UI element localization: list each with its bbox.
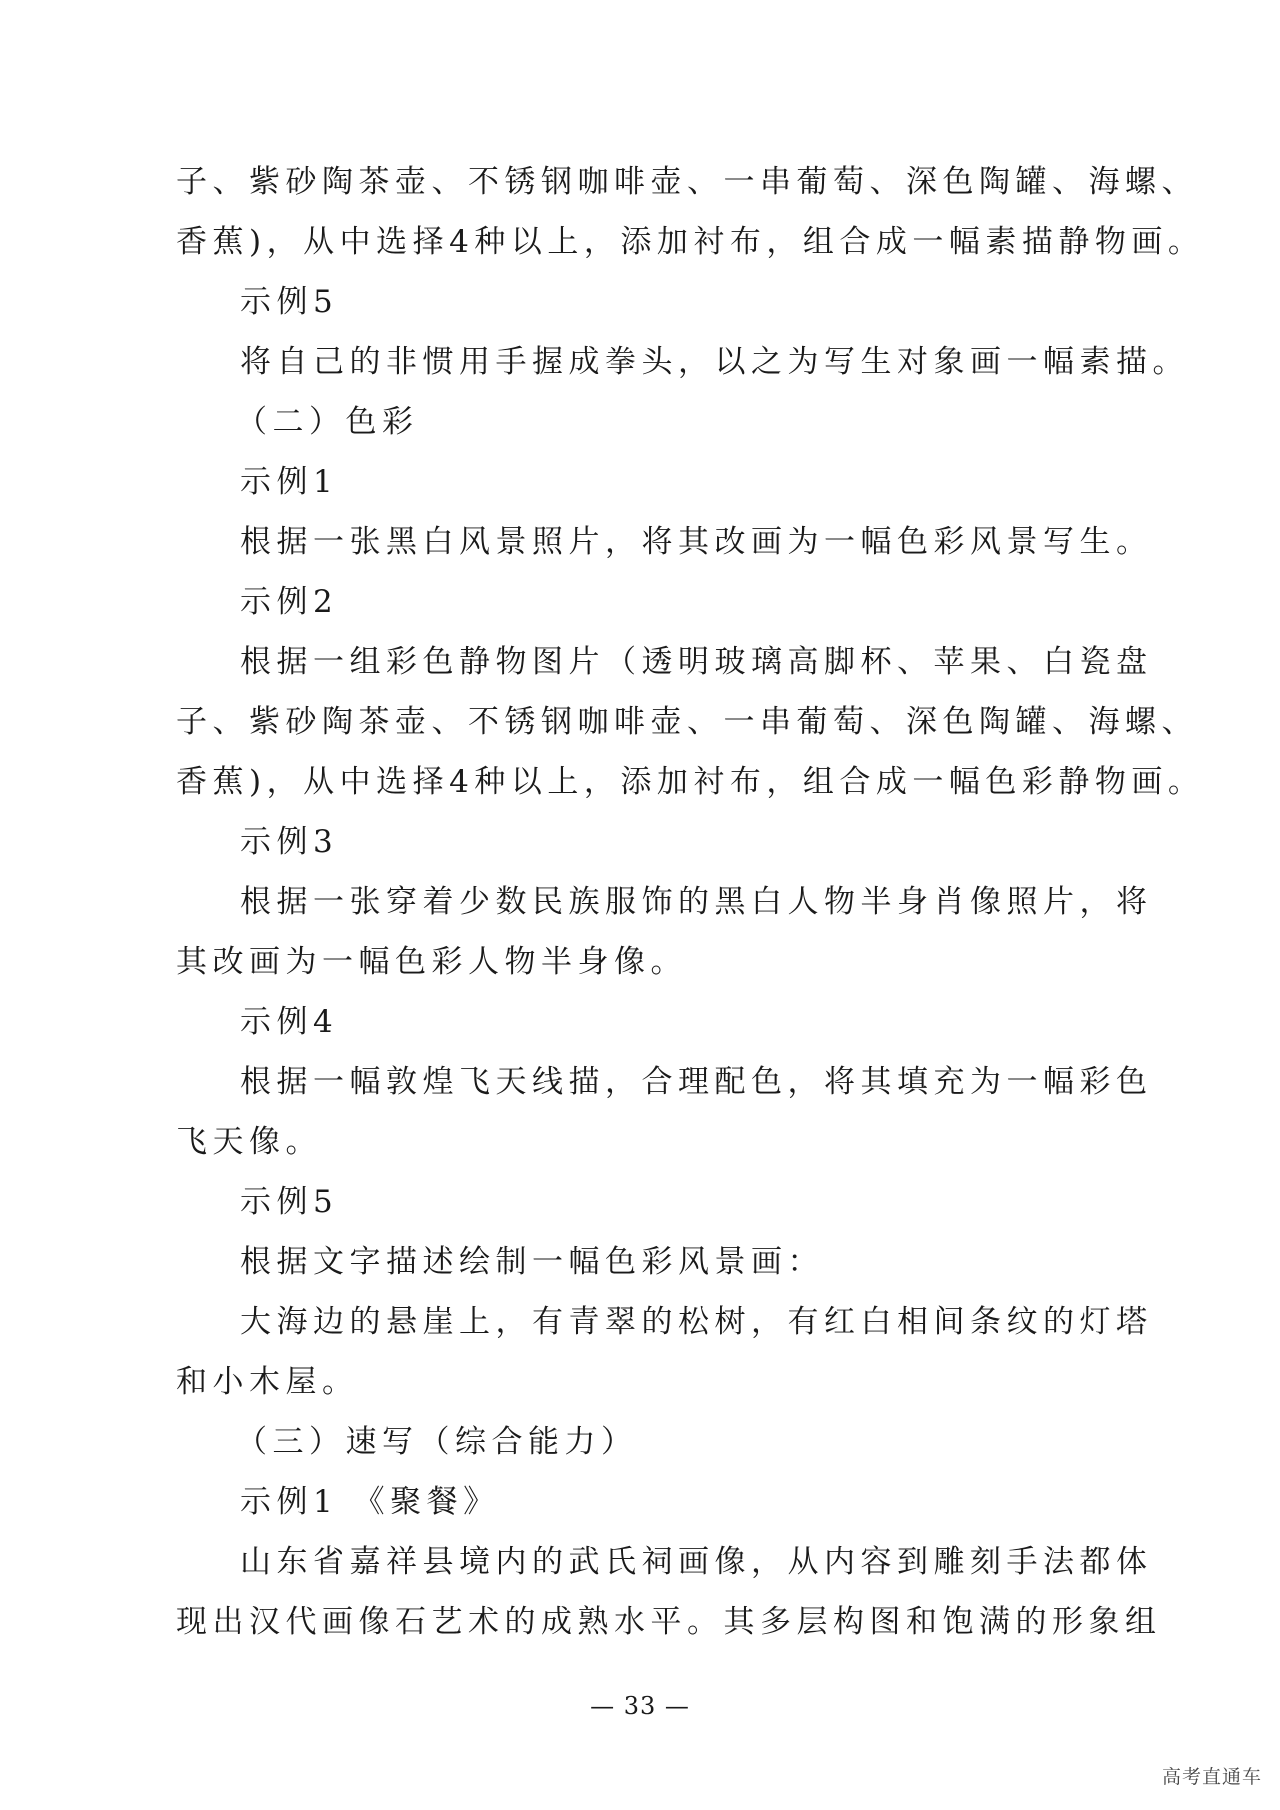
paragraph-line: 香蕉)，从中选择4种以上，添加衬布，组合成一幅色彩静物画。	[176, 764, 1205, 800]
example-label: 示例5	[240, 284, 339, 320]
section-heading: （二）色彩	[236, 404, 419, 440]
paragraph-line: 根据一张穿着少数民族服饰的黑白人物半身肖像照片，将	[240, 884, 1153, 920]
paragraph-line: 其改画为一幅色彩人物半身像。	[176, 944, 687, 980]
example-label: 示例2	[240, 584, 339, 620]
paragraph-line: 子、紫砂陶茶壶、不锈钢咖啡壶、一串葡萄、深色陶罐、海螺、	[176, 704, 1198, 740]
watermark: 高考直通车	[1161, 1766, 1262, 1788]
example-label: 示例1	[240, 464, 339, 500]
example-label: 示例1 《聚餐》	[240, 1484, 500, 1520]
paragraph-line: 根据一幅敦煌飞天线描，合理配色，将其填充为一幅彩色	[240, 1064, 1153, 1100]
page-number: — 33 —	[590, 1692, 690, 1720]
paragraph-line: 根据一张黑白风景照片，将其改画为一幅色彩风景写生。	[240, 524, 1153, 560]
paragraph-line: 香蕉)，从中选择4种以上，添加衬布，组合成一幅素描静物画。	[176, 224, 1205, 260]
paragraph-line: 将自己的非惯用手握成拳头，以之为写生对象画一幅素描。	[240, 344, 1189, 380]
paragraph-line: 山东省嘉祥县境内的武氏祠画像，从内容到雕刻手法都体	[240, 1544, 1153, 1580]
paragraph-line: 现出汉代画像石艺术的成熟水平。其多层构图和饱满的形象组	[176, 1604, 1162, 1640]
paragraph-line: 根据一组彩色静物图片（透明玻璃高脚杯、苹果、白瓷盘	[240, 644, 1153, 680]
example-label: 示例5	[240, 1184, 339, 1220]
paragraph-line: 大海边的悬崖上，有青翠的松树，有红白相间条纹的灯塔	[240, 1304, 1153, 1340]
paragraph-line: 子、紫砂陶茶壶、不锈钢咖啡壶、一串葡萄、深色陶罐、海螺、	[176, 164, 1198, 200]
example-label: 示例3	[240, 824, 339, 860]
section-heading: （三）速写（综合能力）	[236, 1424, 638, 1460]
paragraph-line: 根据文字描述绘制一幅色彩风景画：	[240, 1244, 824, 1280]
example-label: 示例4	[240, 1004, 339, 1040]
paragraph-line: 和小木屋。	[176, 1364, 359, 1400]
paragraph-line: 飞天像。	[176, 1124, 322, 1160]
